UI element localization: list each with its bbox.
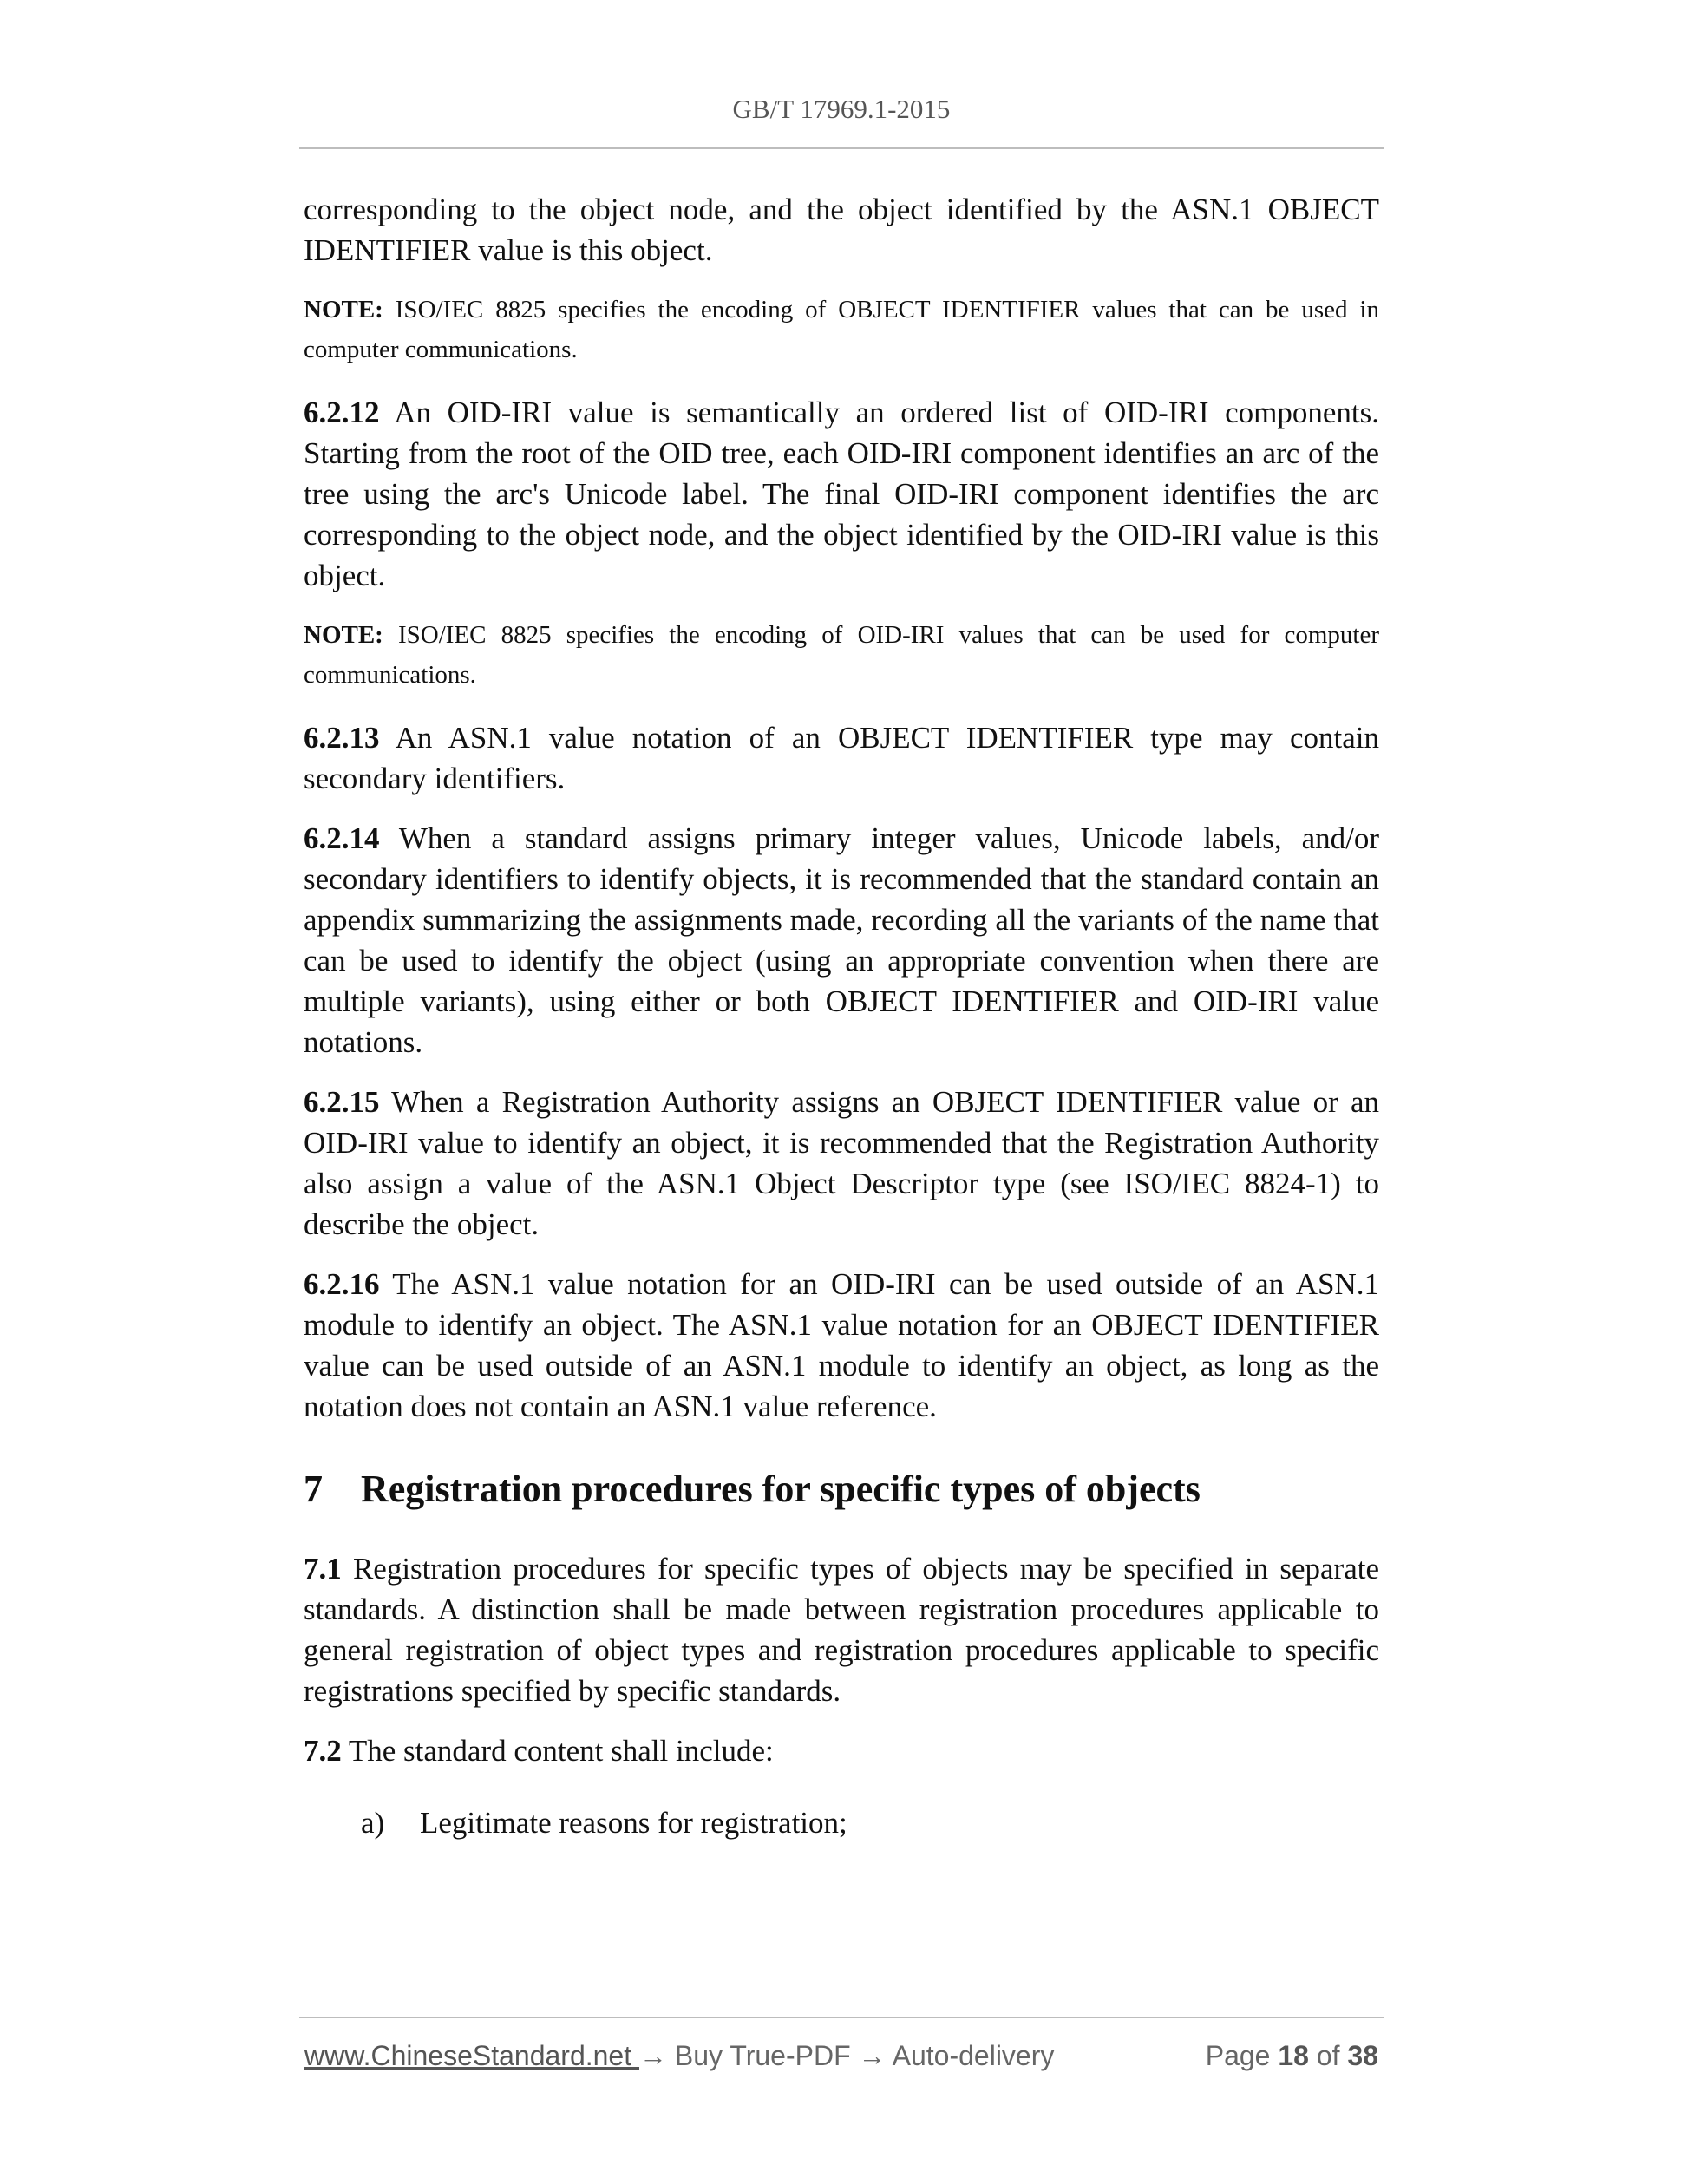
clause-6-2-15 [304, 1082, 1379, 1245]
page-of: of [1308, 2040, 1348, 2071]
clause-text: An OID-IRI value is semantically an ordered list of OID-IRI components. Starting from the root of the OID tree, each OID-IRI component identifies an arc of the tree using the arc's Unicode label. The final OID-IRI component identifies the arc corresponding to the object node, and the object identified by the OID-IRI value is this object. [304, 396, 1379, 592]
delivery-text: Auto-delivery [886, 2040, 1055, 2071]
clause-text: The ASN.1 value notation for an OID-IRI can be used outside of an ASN.1 module to identify an object. The ASN.1 value notation for an OBJECT IDENTIFIER value can be used outside of an ASN.1 module to identify an object, as long as the notation does not contain an ASN.1 value reference. [304, 1267, 1379, 1423]
note-label: NOTE: [304, 621, 383, 649]
section-number: 7 [304, 1468, 323, 1510]
clause-6-2-12 [304, 392, 1379, 596]
clause-6-2-16 [304, 1264, 1379, 1427]
page-content [304, 189, 1379, 1843]
clause-number: 7.2 [304, 1734, 342, 1768]
note-text: ISO/IEC 8825 specifies the encoding of OBJECT IDENTIFIER values that can be used in computer communications. [304, 296, 1379, 363]
section-title: Registration procedures for specific types of objects [361, 1468, 1201, 1510]
note-text: ISO/IEC 8825 specifies the encoding of OID-IRI values that can be used for computer communications. [304, 621, 1379, 689]
arrow-right-icon: → [858, 2040, 887, 2071]
intro-paragraph: corresponding to the object node, and the object identified by the ASN.1 OBJECT IDENTIFIER value is this object. [304, 193, 1379, 267]
page-label: Page [1205, 2040, 1279, 2071]
page-number [1206, 2040, 1384, 2072]
clause-text: An ASN.1 value notation of an OBJECT IDENTIFIER type may contain secondary identifiers. [304, 721, 1379, 795]
note-2 [304, 615, 1379, 695]
list-item-text: Legitimate reasons for registration; [420, 1806, 847, 1840]
clause-number: 6.2.13 [304, 721, 380, 755]
clause-6-2-13 [304, 717, 1379, 799]
footer-promo [299, 2040, 1054, 2072]
buy-text: Buy True-PDF [667, 2040, 859, 2071]
clause-6-2-14 [304, 818, 1379, 1063]
page-current: 18 [1278, 2040, 1309, 2071]
list-item [304, 1802, 1379, 1843]
page-header [299, 87, 1384, 149]
clause-number: 6.2.12 [304, 396, 380, 429]
clause-text: When a Registration Authority assigns an OBJECT IDENTIFIER value or an OID-IRI value to identify an object, it is recommended that the Registration Authority also assign a value of the ASN.1 Object Descriptor type (see ISO/IEC 8824-1) to describe the object. [304, 1085, 1379, 1241]
clause-text: The standard content shall include: [341, 1734, 774, 1768]
clause-text: Registration procedures for specific types of objects may be specified in separate standards. A distinction shall be made between registration procedures applicable to general registration of object types and registration procedures applicable to specific registrations specified by specific standards. [304, 1552, 1379, 1708]
arrow-right-icon: → [639, 2040, 667, 2071]
section-7-heading [304, 1463, 1379, 1515]
list-marker: a) [361, 1806, 385, 1840]
clause-number: 6.2.16 [304, 1267, 380, 1301]
clause-number: 6.2.14 [304, 821, 380, 855]
note-label: NOTE: [304, 296, 383, 324]
clause-text: When a standard assigns primary integer values, Unicode labels, and/or secondary identifiers to identify objects, it is recommended that the standard contain an appendix summarizing the assignments made, recording all the variants of the name that can be used to identify the object (using an appropriate convention when there are multiple variants), using either or both OBJECT IDENTIFIER and OID-IRI value notations. [304, 821, 1379, 1059]
note-1 [304, 290, 1379, 369]
page-total: 38 [1347, 2040, 1378, 2071]
clause-number: 6.2.15 [304, 1085, 380, 1119]
clause-number: 7.1 [304, 1552, 342, 1586]
clause-7-2 [304, 1730, 1379, 1771]
clause-7-1 [304, 1548, 1379, 1711]
page-footer [299, 2017, 1384, 2072]
site-link[interactable]: www.ChineseStandard.net [304, 2040, 639, 2071]
document-id: GB/T 17969.1-2015 [732, 94, 951, 124]
